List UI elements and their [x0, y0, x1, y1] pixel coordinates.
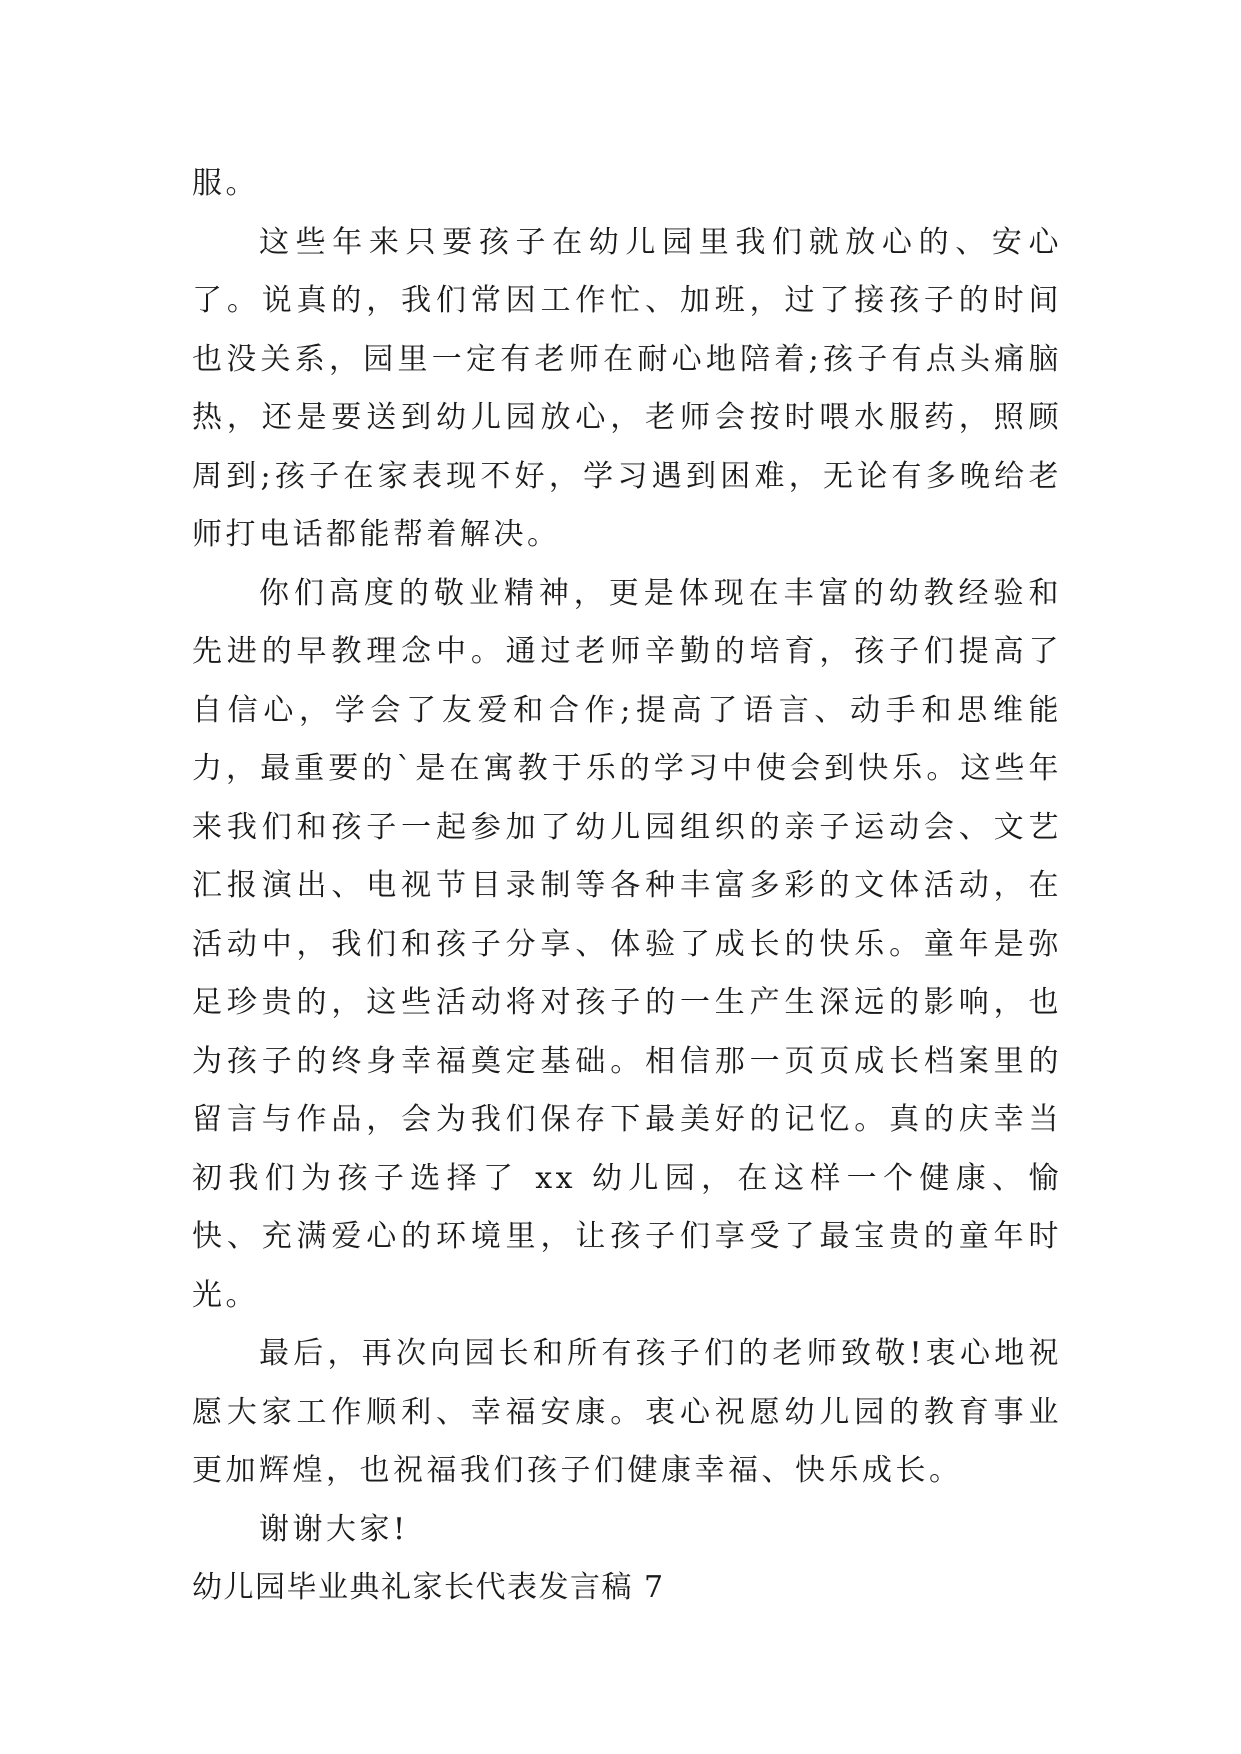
paragraph-closing-wishes: 最后，再次向园长和所有孩子们的老师致敬!衷心地祝愿大家工作顺利、幸福安康。衷心祝愿幼儿园的教育事业更加辉煌，也祝福我们孩子们健康幸福、快乐成长。 — [192, 1336, 1062, 1488]
paragraph-continuation: 服。 — [192, 166, 259, 201]
document-body — [192, 155, 1062, 1618]
paragraph-peace-of-mind: 这些年来只要孩子在幼儿园里我们就放心的、安心了。说真的，我们常因工作忙、加班，过了接孩子的时间也没关系，园里一定有老师在耐心地陪着;孩子有点头痛脑热，还是要送到幼儿园放心，老师会按时喂水服药，照顾周到;孩子在家表现不好，学习遇到困难，无论有多晚给老师打电话都能帮着解决。 — [192, 224, 1062, 552]
paragraph-thanks: 谢谢大家! — [259, 1511, 409, 1547]
paragraph-dedication: 你们高度的敬业精神，更是体现在丰富的幼教经验和先进的早教理念中。通过老师辛勤的培育，孩子们提高了自信心，学会了友爱和合作;提高了语言、动手和思维能力，最重要的`是在寓教于乐的学习中使会到快乐。这些年来我们和孩子一起参加了幼儿园组织的亲子运动会、文艺汇报演出、电视节目录制等各种丰富多彩的文体活动，在活动中，我们和孩子分享、体验了成长的快乐。童年是弥足珍贵的，这些活动将对孩子的一生产生深远的影响，也为孩子的终身幸福奠定基础。相信那一页页成长档案里的留言与作品，会为我们保存下最美好的记忆。真的庆幸当初我们为孩子选择了 xx 幼儿园，在这样一个健康、愉快、充满爱心的环境里，让孩子们享受了最宝贵的童年时光。 — [192, 575, 1062, 1313]
next-section-heading: 幼儿园毕业典礼家长代表发言稿 7 — [192, 1570, 665, 1605]
